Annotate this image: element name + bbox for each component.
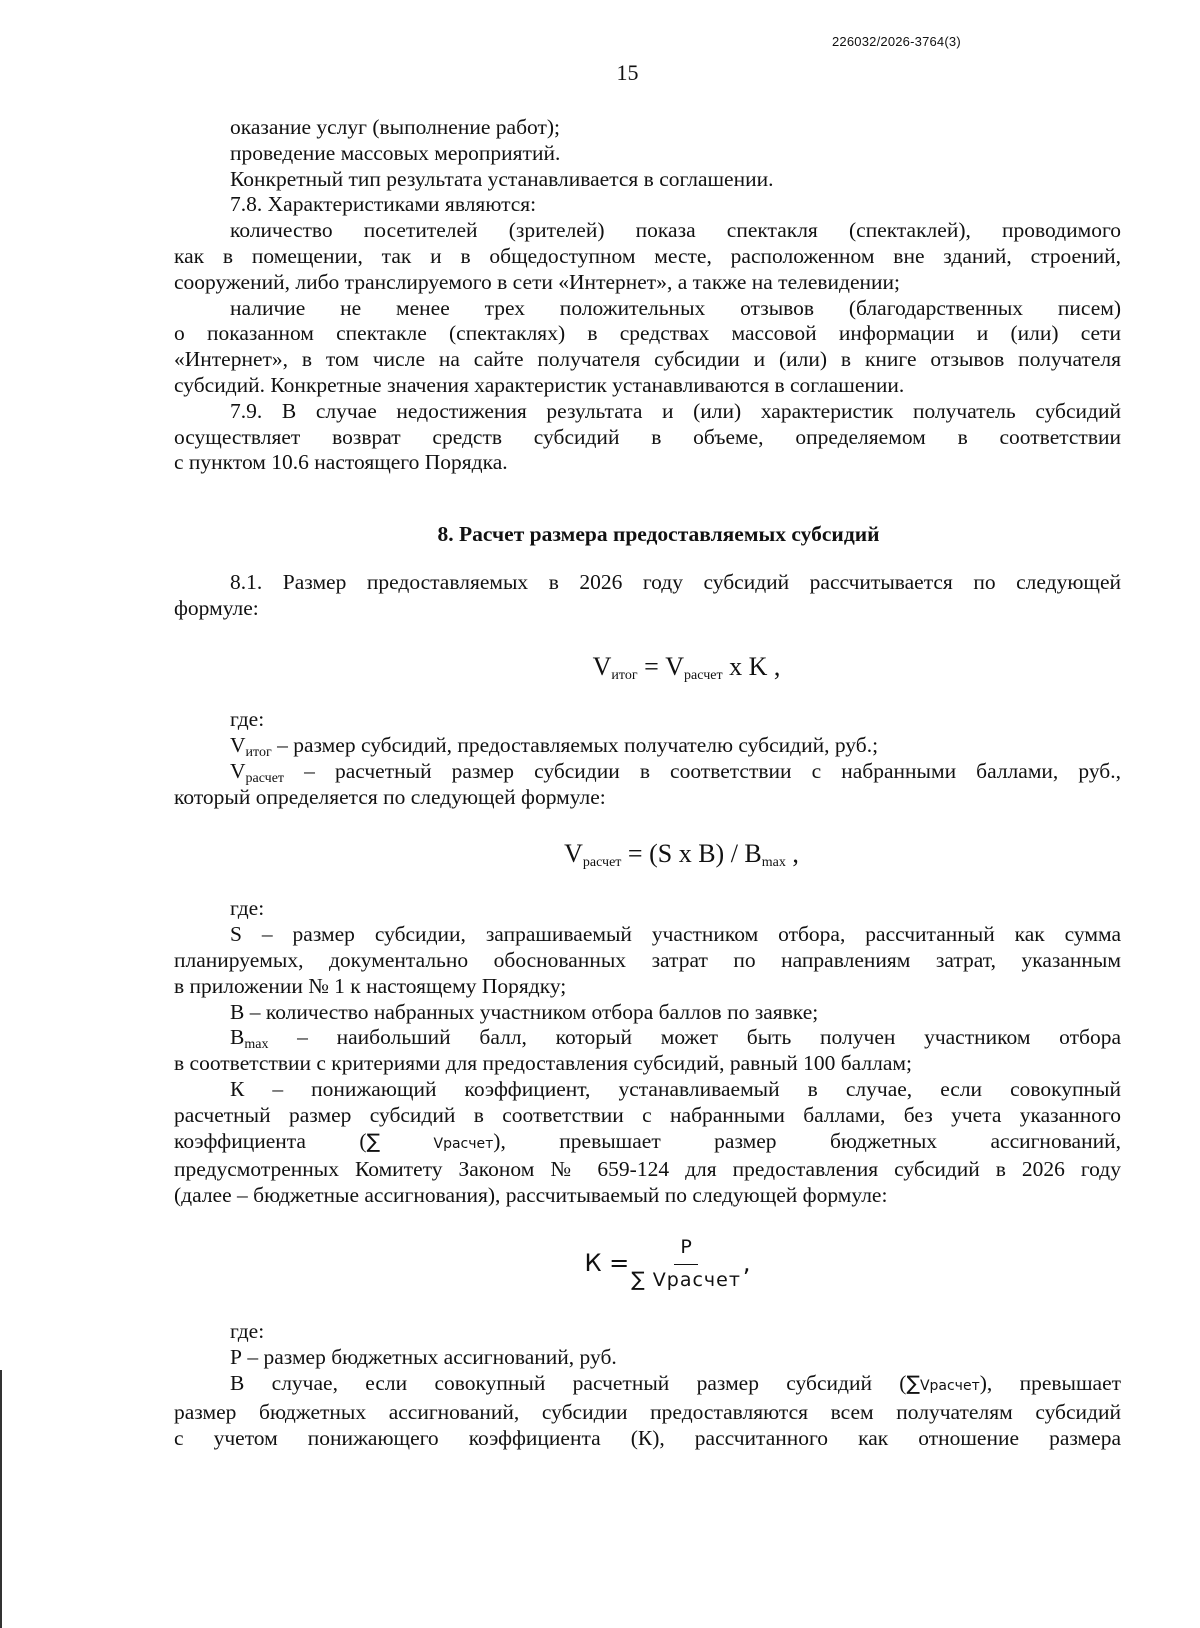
formula-k: К = $\frac{P}{\text{∑ Vрасчет}}$ , xyxy=(214,1235,1121,1294)
text-line: где: xyxy=(230,1319,265,1344)
formula-v-itog: $V_{итог} = V_{расчет}$ x K , xyxy=(592,651,781,683)
text-line: 7.8. Характеристиками являются: xyxy=(230,192,537,217)
text-line: «Интернет», в том числе на сайте получателя субсидии и (или) в книге отзывов получателя xyxy=(174,347,1121,372)
text-line: 7.9. В случае недостижения результата и (или) характеристик получатель субсидий xyxy=(230,398,1121,423)
text-line: как в помещении, так и в общедоступном месте, расположенном вне зданий, строений, xyxy=(174,243,1121,268)
text-line: оказание услуг (выполнение работ); xyxy=(230,115,561,139)
sum-icon: ∑ xyxy=(631,1266,646,1291)
definition-v-rasch: $V_{расчет}$ – расчетный размер субсидии в соответствии с набранными баллами, руб., xyxy=(230,758,1121,786)
scan-edge-mark xyxy=(0,1370,2,1628)
text-line: о показанном спектакле (спектаклях) в средствах массовой информации и (или) сети xyxy=(174,321,1121,346)
text-line: в соответствии с критериями для предоставления субсидий, равный 100 баллам; xyxy=(174,1051,912,1076)
text-line: К – понижающий коэффициент, устанавливаемый в случае, если совокупный xyxy=(230,1076,1121,1101)
text-line: проведение массовых мероприятий. xyxy=(230,140,561,165)
text-line: 8.1. Размер предоставляемых в 2026 году субсидий рассчитывается по следующей xyxy=(230,569,1121,594)
text-line: В – количество набранных участником отбора баллов по заявке; xyxy=(230,999,819,1024)
text-line: коэффициента (∑ Vрасчет), превышает размер бюджетных ассигнований, xyxy=(174,1128,1121,1153)
document-body xyxy=(174,115,1121,1451)
text-line: предусмотренных Комитету Законом № 659-124 для предоставления субсидий в 2026 году xyxy=(174,1157,1121,1182)
text-line: наличие не менее трех положительных отзывов (благодарственных писем) xyxy=(230,295,1121,320)
text-line: размер бюджетных ассигнований, субсидии предоставляются всем получателям субсидий xyxy=(174,1399,1121,1424)
text-line: S – размер субсидии, запрашиваемый участником отбора, рассчитанный как сумма xyxy=(230,922,1121,947)
fraction-numerator: P xyxy=(674,1235,697,1265)
text-line: с учетом понижающего коэффициента (К), рассчитанного как отношение размера xyxy=(174,1425,1121,1450)
text-line: Р – размер бюджетных ассигнований, руб. xyxy=(230,1345,617,1370)
text-line: расчетный размер субсидий в соответствии с набранными баллами, без учета указанного xyxy=(174,1102,1121,1127)
text-line: В случае, если совокупный расчетный размер субсидий (∑Vрасчет), превышает xyxy=(230,1371,1122,1396)
text-line: планируемых, документально обоснованных затрат по направлениям затрат, указанным xyxy=(174,947,1121,972)
formula-v-rasch: $V_{расчет} = (S$ x $B) / B_{max}$ , xyxy=(564,838,799,870)
text-line: субсидий. Конкретные значения характеристик устанавливаются в соглашении. xyxy=(174,372,905,397)
text-line: сооружений, либо транслируемого в сети «Интернет», а также на телевидении; xyxy=(174,269,901,294)
text-line: Конкретный тип результата устанавливается в соглашении. xyxy=(230,166,774,191)
text-line: (далее – бюджетные ассигнования), рассчитываемый по следующей формуле: xyxy=(174,1183,888,1208)
text-line: который определяется по следующей формуле: xyxy=(174,784,606,809)
document-number: 226032/2026-3764(3) xyxy=(832,34,961,49)
section-heading: 8. Расчет размера предоставляемых субсидий xyxy=(437,522,880,547)
text-line: формуле: xyxy=(174,595,259,620)
definition-b-max: $B_{max}$ – наибольший балл, который может быть получен участником отбора xyxy=(230,1025,1121,1053)
text-line: количество посетителей (зрителей) показа спектакля (спектаклей), проводимого xyxy=(230,218,1121,243)
text-line: где: xyxy=(230,896,265,921)
page-number: 15 xyxy=(616,60,639,85)
fraction-denominator: ∑ Vрасчет xyxy=(631,1266,741,1291)
text-line: осуществляет возврат средств субсидий в объеме, определяемом в соответствии xyxy=(174,424,1121,449)
sum-icon: ∑ xyxy=(906,1371,920,1396)
sum-icon: ∑ xyxy=(366,1128,381,1153)
text-line: где: xyxy=(230,707,265,732)
text-line: с пунктом 10.6 настоящего Порядка. xyxy=(174,450,508,475)
text-line: в приложении № 1 к настоящему Порядку; xyxy=(174,973,567,998)
definition-v-itog: $V_{итог}$ – размер субсидий, предоставляемых получателю субсидий, руб.; xyxy=(230,733,879,761)
